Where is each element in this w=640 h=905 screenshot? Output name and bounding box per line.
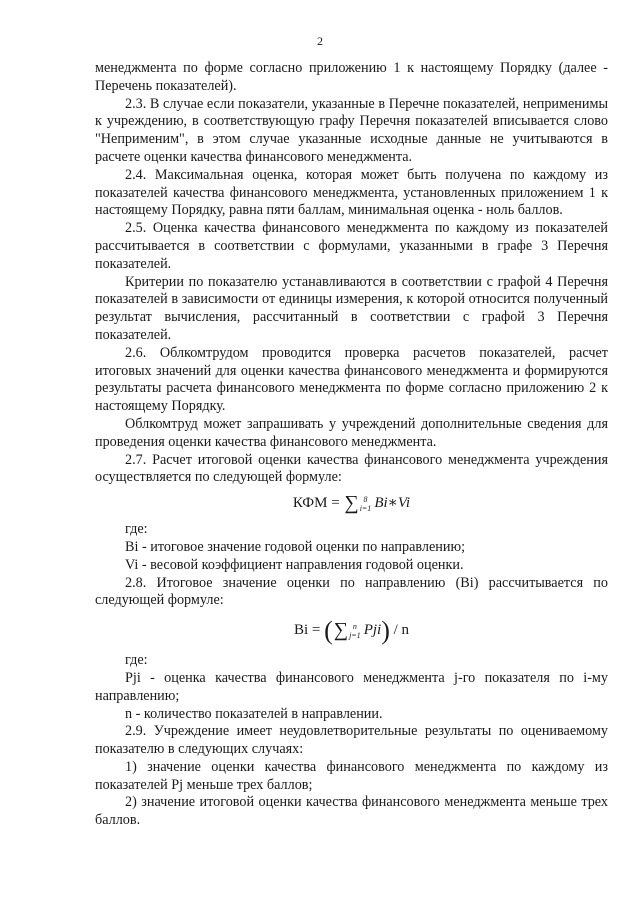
paragraph: где: xyxy=(125,521,148,538)
open-paren: ( xyxy=(324,616,333,646)
page-number: 2 xyxy=(317,34,323,48)
paragraph: 1) значение оценки качества финансового менеджмента по каждому из показателей Pj меньше трех баллов; xyxy=(95,758,608,793)
formula-multiply: ∗ xyxy=(387,495,398,512)
sum-upper-limit: 8 xyxy=(363,495,368,505)
sigma-symbol: ∑ xyxy=(333,619,349,642)
paragraph: 2.5. Оценка качества финансового менеджмента по каждому из показателей рассчитывается в соответствии с формулами, указанными в графе 3 Перечня показателей. xyxy=(95,220,608,272)
sum-limits xyxy=(349,622,361,640)
formula-eq: = xyxy=(331,495,340,512)
paragraph: 2) значение итоговой оценки качества финансового менеджмента меньше трех баллов. xyxy=(95,794,608,829)
paragraph: 2.9. Учреждение имеет неудовлетворительные результаты по оцениваемому показателю в следующих случаях: xyxy=(95,723,608,758)
paragraph: где: xyxy=(125,652,148,669)
sum-limits xyxy=(360,495,372,513)
paragraph: Облкомтруд может запрашивать у учреждений дополнительные сведения для проведения оценки качества финансового менеджмента. xyxy=(95,415,608,450)
formula-term-bi: Bi xyxy=(374,495,388,512)
paragraph: 2.8. Итоговое значение оценки по направлению (Bi) рассчитывается по следующей формуле: xyxy=(95,574,608,609)
sum-upper-limit: n xyxy=(352,622,357,632)
formula-eq: = xyxy=(311,622,321,639)
paragraph: 2.6. Облкомтрудом проводится проверка расчетов показателей, расчет итоговых значений для оценки качества финансового менеджмента и формируются результаты расчета финансового менеджмента по форме согласно приложению 2 к настоящему Порядку. xyxy=(95,344,608,415)
paragraph: Vi - весовой коэффициент направления годовой оценки. xyxy=(125,556,464,573)
formula-term-pji: Pji xyxy=(363,622,382,639)
sum-lower-limit: j=1 xyxy=(349,631,361,641)
paragraph: менеджмента по форме согласно приложению 1 к настоящему Порядку (далее - Перечень показателей). xyxy=(95,60,608,94)
paragraph: 2.3. В случае если показатели, указанные в Перечне показателей, неприменимы к учреждению, в соответствующую графу Перечня показателей вписывается слово "Неприменим", в этом случае указанные исходные данные не учитываются в расчете оценки качества финансового менеджмента. xyxy=(95,95,608,165)
formula-kfm xyxy=(95,487,608,521)
sum-lower-limit: i=1 xyxy=(359,504,372,514)
document-body xyxy=(95,60,608,830)
sigma-symbol: ∑ xyxy=(344,492,359,515)
paragraph: n - количество показателей в направлении. xyxy=(125,705,383,722)
formula-bi xyxy=(95,614,608,648)
sum-operator xyxy=(333,619,364,642)
paragraph: 2.7. Расчет итоговой оценки качества финансового менеджмента учреждения осуществляется по следующей формуле: xyxy=(95,451,608,486)
paragraph: Pji - оценка качества финансового менеджмента j-го показателя по i-му направлению; xyxy=(95,669,608,704)
paragraph: 2.4. Максимальная оценка, которая может быть получена по каждому из показателей качества финансового менеджмента, установленных приложением 1 к настоящему Порядку, равна пяти баллам, минимальная оценка - ноль баллов. xyxy=(95,166,608,219)
formula-lhs: КФМ xyxy=(292,495,328,512)
close-paren: ) xyxy=(381,616,390,646)
sum-operator xyxy=(343,492,374,515)
formula-term-vi: Vi xyxy=(397,495,411,512)
paragraph: Bi - итоговое значение годовой оценки по направлению; xyxy=(125,538,466,555)
formula-lhs: Bi xyxy=(293,622,309,639)
formula-n: n xyxy=(401,622,410,639)
formula-divide: / xyxy=(393,622,398,639)
paragraph: Критерии по показателю устанавливаются в соответствии с графой 4 Перечня показателей в зависимости от единицы измерения, к которой относится полученный результат вычисления, рассчитанный в соответствии с графой 3 Перечня показателей. xyxy=(95,273,608,343)
